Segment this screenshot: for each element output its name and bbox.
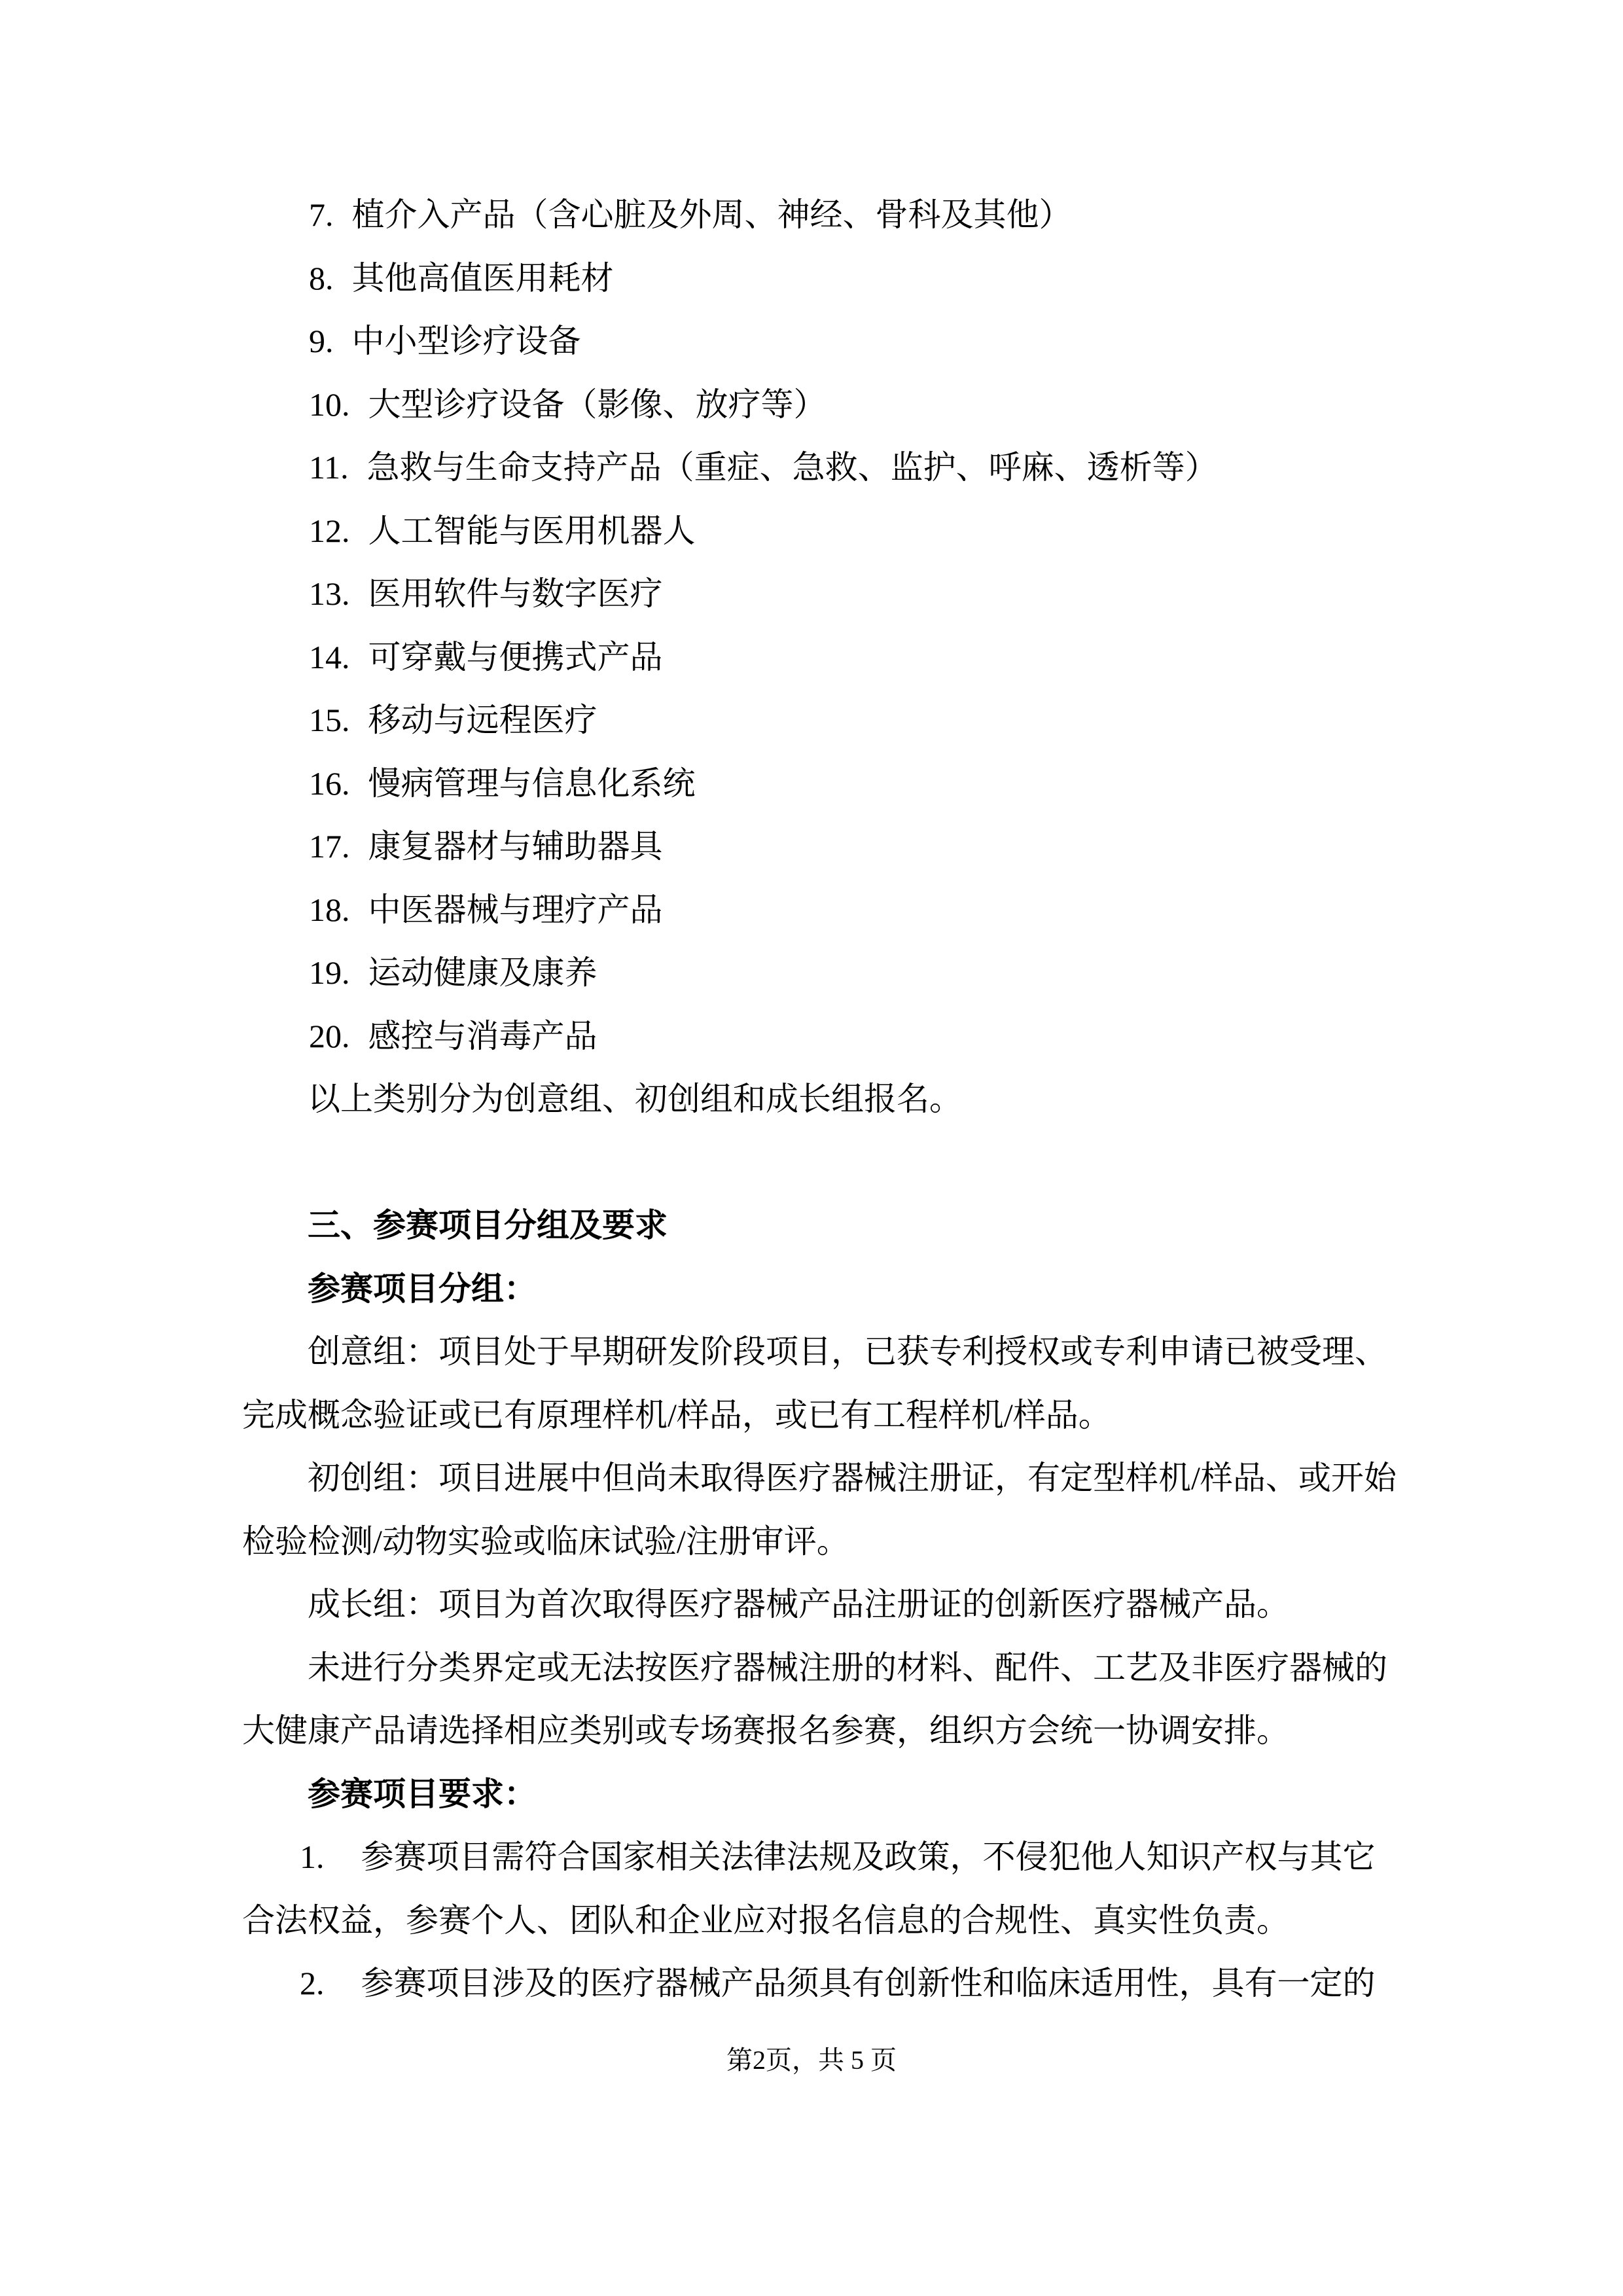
category-item-9 <box>242 310 1387 373</box>
item-number: 10. <box>309 386 350 423</box>
startup-group-line2: 检验检测/动物实验或临床试验/注册审评。 <box>242 1522 849 1560</box>
requirement-2-line1 <box>242 1952 1387 2015</box>
category-item-8 <box>242 247 1387 310</box>
other-products-line1: 未进行分类界定或无法按医疗器械注册的材料、配件、工艺及非医疗器械的 <box>308 1649 1387 1686</box>
grouping-label: 参赛项目分组： <box>308 1270 537 1307</box>
item-text: 植介入产品（含心脏及外周、神经、骨科及其他） <box>351 196 1072 233</box>
category-item-16 <box>242 752 1387 816</box>
item-number: 13. <box>309 575 350 612</box>
item-text: 中医器械与理疗产品 <box>368 891 663 928</box>
item-text: 运动健康及康养 <box>368 954 597 991</box>
creative-group-line1: 创意组：项目处于早期研发阶段项目，已获专利授权或专利申请已被受理、 <box>308 1333 1387 1370</box>
blank-line <box>242 1131 1387 1194</box>
category-item-11 <box>242 436 1387 499</box>
item-text: 其他高值医用耗材 <box>351 259 614 296</box>
item-number: 12. <box>309 512 350 549</box>
category-item-10 <box>242 373 1387 437</box>
item-number: 11. <box>309 449 349 486</box>
item-text: 医用软件与数字医疗 <box>368 575 663 612</box>
item-number: 9. <box>309 323 334 359</box>
item-number: 14. <box>309 638 350 675</box>
item-number: 20. <box>309 1017 350 1054</box>
item-text: 人工智能与医用机器人 <box>368 512 696 549</box>
category-item-18 <box>242 878 1387 942</box>
startup-group-line1: 初创组：项目进展中但尚未取得医疗器械注册证，有定型样机/样品、或开始 <box>308 1460 1397 1496</box>
item-text: 急救与生命支持产品（重症、急救、监护、呼麻、透析等） <box>366 449 1218 486</box>
category-item-19 <box>242 941 1387 1005</box>
item-number: 17. <box>309 828 350 865</box>
category-item-14 <box>242 626 1387 689</box>
item-number: 8. <box>309 259 334 296</box>
item-text: 大型诊疗设备（影像、放疗等） <box>368 386 827 423</box>
category-item-7 <box>242 183 1387 247</box>
other-products-line2: 大健康产品请选择相应类别或专场赛报名参赛，组织方会统一协调安排。 <box>242 1712 1289 1749</box>
item-text: 参赛项目涉及的医疗器械产品须具有创新性和临床适用性，具有一定的 <box>361 1965 1376 2001</box>
item-number: 15. <box>309 702 350 738</box>
requirements-label: 参赛项目要求： <box>308 1775 537 1812</box>
item-number: 19. <box>309 954 350 991</box>
item-number: 18. <box>309 891 350 928</box>
item-text: 感控与消毒产品 <box>368 1017 597 1054</box>
item-text: 慢病管理与信息化系统 <box>368 764 696 802</box>
document-body <box>242 183 1397 2015</box>
growth-group-line: 成长组：项目为首次取得医疗器械产品注册证的创新医疗器械产品。 <box>308 1586 1289 1623</box>
requirement-1-line1 <box>242 1825 1387 1889</box>
item-text: 移动与远程医疗 <box>368 702 597 738</box>
category-item-13 <box>242 562 1387 626</box>
creative-group-line2: 完成概念验证或已有原理样机/样品，或已有工程样机/样品。 <box>242 1396 1111 1433</box>
item-text: 康复器材与辅助器具 <box>368 828 663 865</box>
section3-heading: 三、参赛项目分组及要求 <box>308 1207 668 1244</box>
categories-note: 以上类别分为创意组、初创组和成长组报名。 <box>308 1081 962 1117</box>
item-text: 中小型诊疗设备 <box>351 323 581 359</box>
requirement-1-line2: 合法权益，参赛个人、团队和企业应对报名信息的合规性、真实性负责。 <box>242 1901 1289 1939</box>
category-item-15 <box>242 689 1387 752</box>
category-item-12 <box>242 499 1387 563</box>
item-number: 16. <box>309 764 350 802</box>
item-number: 1. <box>300 1839 325 1875</box>
item-text: 参赛项目需符合国家相关法律法规及政策，不侵犯他人知识产权与其它 <box>361 1839 1376 1875</box>
page-number-footer: 第2页，共 5 页 <box>726 2045 897 2075</box>
item-number: 2. <box>300 1965 325 2001</box>
category-item-20 <box>242 1005 1387 1068</box>
item-number: 7. <box>309 196 334 233</box>
item-text: 可穿戴与便携式产品 <box>368 638 663 675</box>
category-item-17 <box>242 815 1387 878</box>
